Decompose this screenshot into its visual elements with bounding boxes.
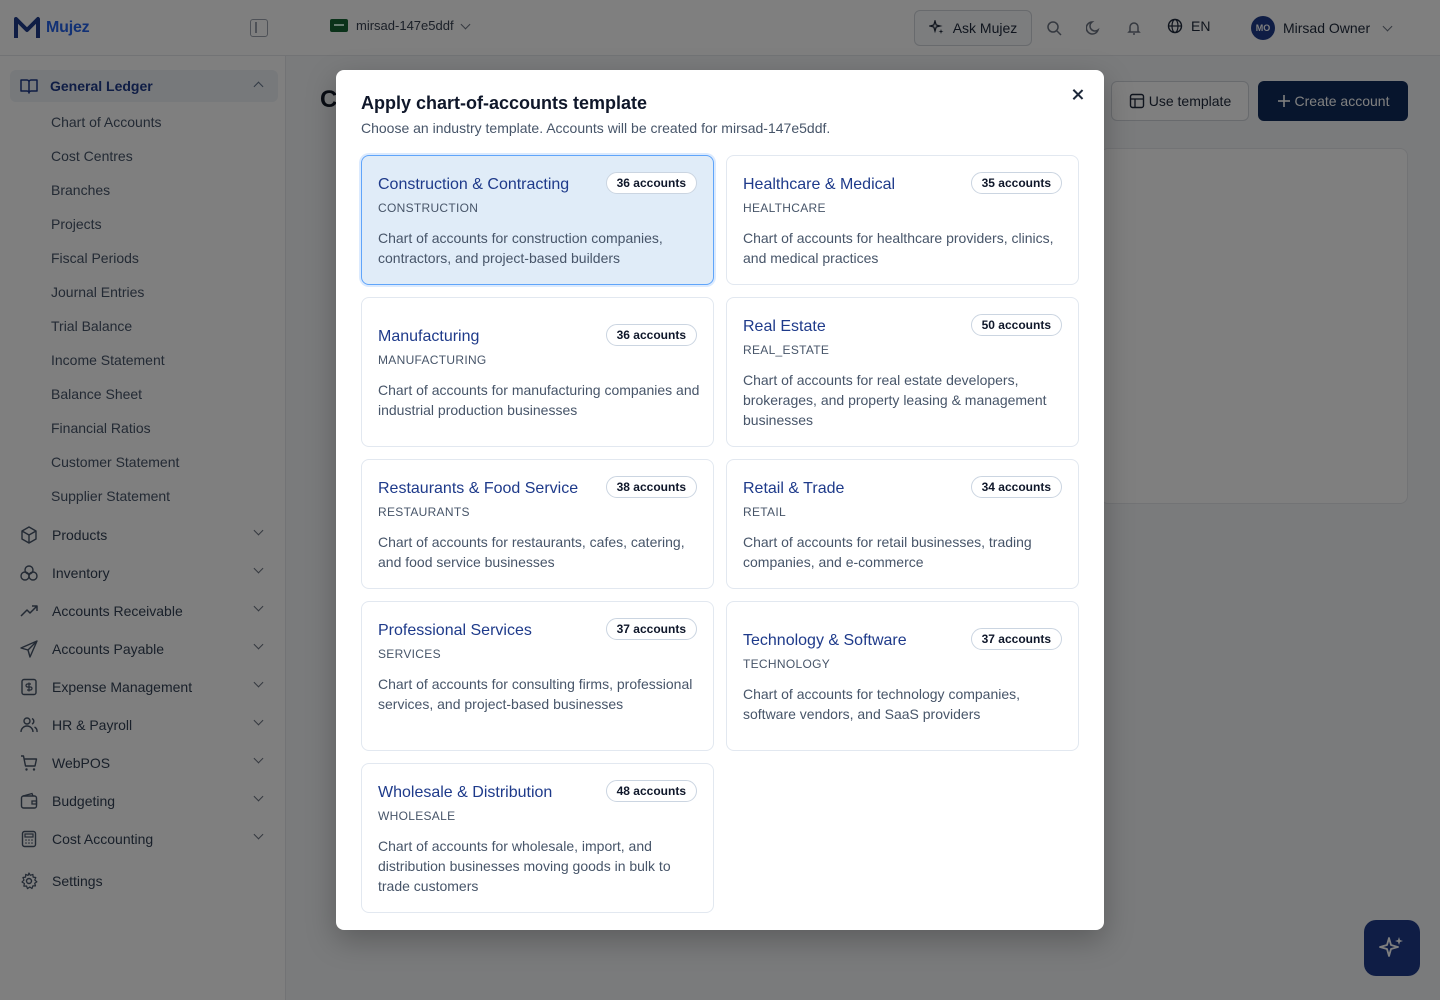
template-name: Real Estate — [743, 318, 826, 335]
dialog-title: Apply chart-of-accounts template — [361, 93, 648, 113]
account-count-badge: 36 accounts — [606, 172, 697, 194]
template-description: Chart of accounts for consulting firms, professional services, and project-based businesses — [378, 676, 693, 712]
template-card-manufacturing[interactable] — [361, 297, 714, 447]
template-description: Chart of accounts for construction companies, contractors, and project-based builders — [378, 230, 663, 266]
template-card-restaurants[interactable] — [361, 459, 714, 589]
template-code: SERVICES — [378, 647, 441, 661]
account-count-badge: 35 accounts — [971, 172, 1062, 194]
template-code: TECHNOLOGY — [743, 657, 831, 671]
template-description: Chart of accounts for technology companies, software vendors, and SaaS providers — [743, 686, 1021, 722]
template-description: Chart of accounts for real estate developers, brokerages, and property leasing & management businesses — [743, 372, 1047, 428]
template-card-construction[interactable] — [361, 155, 714, 285]
template-code: CONSTRUCTION — [378, 201, 479, 215]
template-name: Restaurants & Food Service — [378, 480, 579, 497]
template-description: Chart of accounts for restaurants, cafes, catering, and food service businesses — [378, 534, 685, 570]
template-name: Healthcare & Medical — [743, 176, 896, 193]
template-card-technology[interactable] — [726, 601, 1079, 751]
template-description: Chart of accounts for healthcare providers, clinics, and medical practices — [743, 230, 1054, 266]
template-description: Chart of accounts for retail businesses, trading companies, and e-commerce — [743, 534, 1032, 570]
account-count-badge: 37 accounts — [606, 618, 697, 640]
account-count-badge: 48 accounts — [606, 780, 697, 802]
close-icon[interactable] — [1070, 87, 1086, 103]
account-count-badge: 36 accounts — [606, 324, 697, 346]
template-card-wholesale[interactable] — [361, 763, 714, 913]
template-name: Wholesale & Distribution — [378, 784, 553, 801]
template-card-retail[interactable] — [726, 459, 1079, 589]
account-count-badge: 37 accounts — [971, 628, 1062, 650]
apply-template-dialog — [336, 70, 1104, 930]
template-name: Technology & Software — [743, 632, 907, 649]
template-code: REAL_ESTATE — [743, 343, 830, 357]
template-card-real-estate[interactable] — [726, 297, 1079, 447]
template-description: Chart of accounts for manufacturing companies and industrial production businesses — [378, 382, 700, 418]
dialog-subtitle: Choose an industry template. Accounts will be created for mirsad-147e5ddf. — [361, 120, 831, 136]
template-description: Chart of accounts for wholesale, import, and distribution businesses moving goods in bulk to trade customers — [378, 838, 671, 894]
account-count-badge: 38 accounts — [606, 476, 697, 498]
template-name: Professional Services — [378, 622, 532, 639]
template-code: RETAIL — [743, 505, 786, 519]
template-card-healthcare[interactable] — [726, 155, 1079, 285]
template-code: RESTAURANTS — [378, 505, 470, 519]
template-code: HEALTHCARE — [743, 201, 826, 215]
account-count-badge: 50 accounts — [971, 314, 1062, 336]
template-name: Retail & Trade — [743, 480, 845, 497]
template-code: WHOLESALE — [378, 809, 456, 823]
account-count-badge: 34 accounts — [971, 476, 1062, 498]
template-name: Construction & Contracting — [378, 176, 570, 193]
template-code: MANUFACTURING — [378, 353, 487, 367]
template-name: Manufacturing — [378, 328, 480, 345]
template-card-services[interactable] — [361, 601, 714, 751]
